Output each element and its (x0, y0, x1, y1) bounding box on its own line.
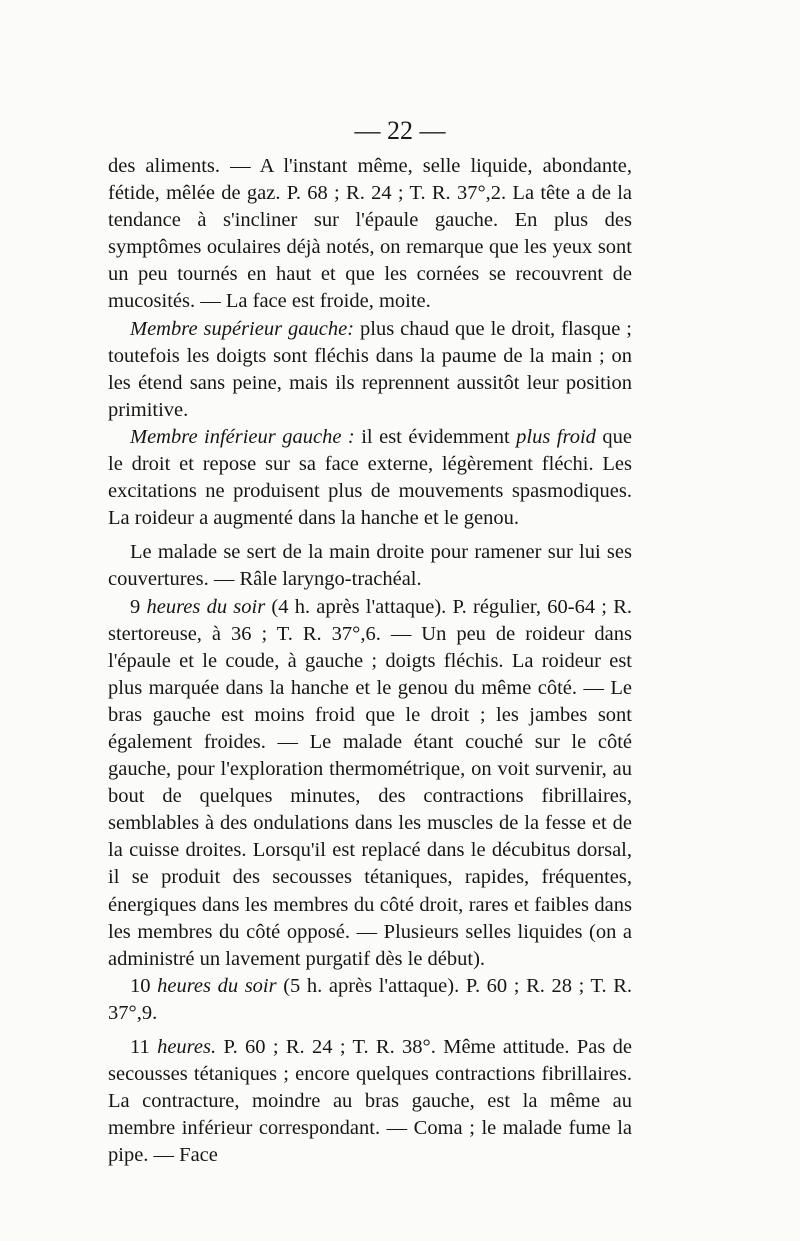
body-text (108, 153, 632, 1169)
time-label-italic: heures. (157, 1036, 217, 1058)
time-label-italic: heures du soir (146, 595, 266, 618)
time-number: 11 (130, 1036, 158, 1058)
paragraph-text: il est évidemment (354, 425, 517, 448)
paragraph-text: (5 h. après l'attaque). P. 60 ; R. 28 ; T. R. 37°,9. (108, 974, 633, 1024)
page-number: — 22 — (354, 116, 446, 145)
paragraph-couvertures (108, 539, 632, 593)
paragraph-text: P. 60 ; R. 24 ; T. R. 38°. Même attitude. Pas de secousses tétaniques ; encore quelques contractions fibrillaires. La contracture, moindre au bras gauche, est la même au membre inférieur correspondant. — Coma ; le malade fume la pipe. — Face (108, 1036, 632, 1167)
paragraph-text: des aliments. — A l'instant même, selle liquide, abondante, fétide, mêlée de gaz. P. 68 ; R. 24 ; T. R. 37°,2. La tête a de la tendance à s'incliner sur l'épaule gauche. En plus des symptômes oculaires déjà notés, on remarque que les yeux sont un peu tournés en haut et que les cornées se recouvrent de mucosités. — La face est froide, moite. (108, 155, 632, 313)
paragraph-heading-italic: Membre inférieur gauche : (130, 425, 355, 448)
time-number: 10 (130, 974, 158, 997)
time-number: 9 (130, 595, 147, 618)
paragraph-10-heures (108, 973, 632, 1027)
time-label-italic: heures du soir (157, 974, 277, 997)
emphasis-italic: plus froid (516, 425, 596, 448)
paragraph-text: (4 h. après l'attaque). P. régulier, 60-64 ; R. stertoreuse, à 36 ; T. R. 37°,6. — Un peu de roideur dans l'épaule et le coude, à gauche ; doigts fléchis. La roideur est plus marquée dans la hanche et le genou du même côté. — Le bras gauche est moins froid que le droit ; les jambes sont également froides. — Le malade étant couché sur le côté gauche, pour l'exploration thermométrique, on voit survenir, au bout de quelques minutes, des contractions fibrillaires, semblables à des ondulations dans les muscles de la fesse et de la cuisse droites. Lorsqu'il est replacé dans le décubitus dorsal, il se produit des secousses tétaniques, rapides, fréquentes, énergiques dans les membres du côté droit, rares et faibles dans les membres du côté opposé. — Plusieurs selles liquides (on a administré un lavement purgatif dès le début). (108, 595, 633, 970)
paragraph-text: plus chaud que le droit, flasque ; toutefois les doigts sont fléchis dans la paume de la main ; on les étend sans peine, mais ils reprennent aussitôt leur position primitive. (108, 317, 632, 421)
paragraph-text: que le droit et repose sur sa face externe, légèrement fléchi. Les excitations ne produisent plus de mouvements spasmodiques. La roideur a augmenté dans la hanche et le genou. (108, 425, 632, 530)
paragraph-heading-italic: Membre supérieur gauche: (130, 317, 355, 340)
paragraph-text: Le malade se sert de la main droite pour ramener sur lui ses couvertures. — Râle laryngo-trachéal. (108, 541, 632, 591)
paragraph-11-heures (108, 1034, 632, 1169)
paragraph-9-heures (108, 594, 632, 973)
paragraph-membre-inferieur-gauche (108, 424, 632, 532)
paragraph-aliments (108, 153, 632, 316)
paragraph-membre-superieur-gauche (108, 316, 632, 424)
